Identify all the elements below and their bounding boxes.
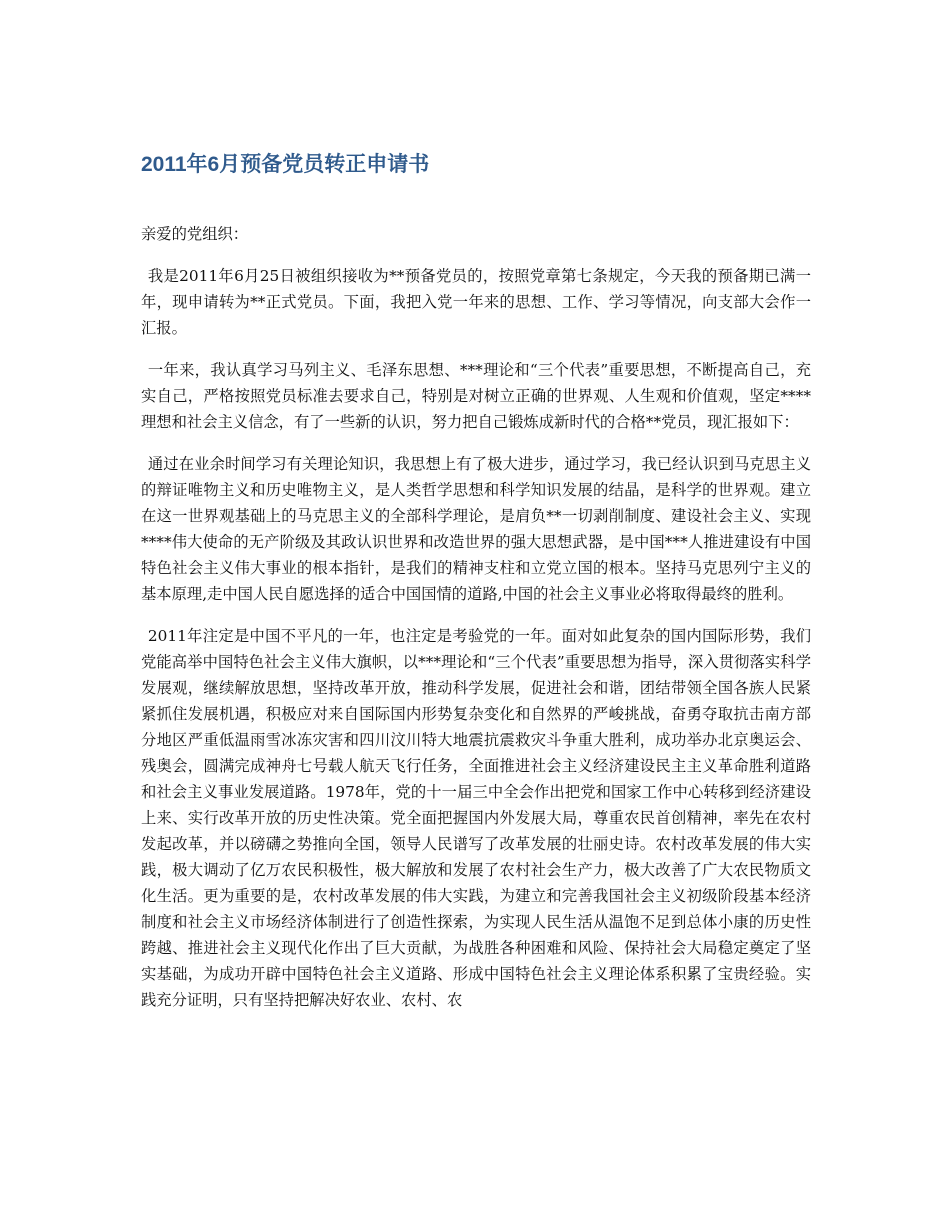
- paragraph-1: 我是2011年6月25日被组织接收为**预备党员的，按照党章第七条规定，今天我的预备期已满一年，现申请转为**正式党员。下面，我把入党一年来的思想、工作、学习等情况，向支部大会作一汇报。: [141, 267, 811, 337]
- document-body: [141, 221, 811, 1029]
- document-title: 2011年6月预备党员转正申请书: [141, 153, 430, 176]
- salutation: 亲爱的党组织：: [141, 225, 249, 243]
- paragraph-4: 2011年注定是中国不平凡的一年，也注定是考验党的一年。面对如此复杂的国内国际形势，我们党能高举中国特色社会主义伟大旗帜，以***理论和“三个代表”重要思想为指导，深入贯彻落实科学发展观，继续解放思想，坚持改革开放，推动科学发展，促进社会和谐，团结带领全国各族人民紧紧抓住发展机遇，积极应对来自国际国内形势复杂变化和自然界的严峻挑战，奋勇夺取抗击南方部分地区严重低温雨雪冰冻灾害和四川汶川特大地震抗震救灾斗争重大胜利，成功举办北京奥运会、残奥会，圆满完成神舟七号载人航天飞行任务，全面推进社会主义经济建设民主主义革命胜利道路和社会主义事业发展道路。1978年，党的十一届三中全会作出把党和国家工作中心转移到经济建设上来、实行改革开放的历史性决策。党全面把握国内外发展大局，尊重农民首创精神，率先在农村发起改革，并以磅礴之势推向全国，领导人民谱写了改革发展的壮丽史诗。农村改革发展的伟大实践，极大调动了亿万农民积极性，极大解放和发展了农村社会生产力，极大改善了广大农民物质文化生活。更为重要的是，农村改革发展的伟大实践，为建立和完善我国社会主义初级阶段基本经济制度和社会主义市场经济体制进行了创造性探索，为实现人民生活从温饱不足到总体小康的历史性跨越、推进社会主义现代化作出了巨大贡献，为战胜各种困难和风险、保持社会大局稳定奠定了坚实基础，为成功开辟中国特色社会主义道路、形成中国特色社会主义理论体系积累了宝贵经验。实践充分证明，只有坚持把解决好农业、农村、农: [141, 627, 811, 1009]
- paragraph-3: 通过在业余时间学习有关理论知识，我思想上有了极大进步，通过学习，我已经认识到马克思主义的辩证唯物主义和历史唯物主义，是人类哲学思想和科学知识发展的结晶，是科学的世界观。建立在这一世界观基础上的马克思主义的全部科学理论，是肩负**一切剥削制度、建设社会主义、实现****伟大使命的无产阶级及其政认识世界和改造世界的强大思想武器，是中国***人推进建设有中国特色社会主义伟大事业的根本指针，是我们的精神支柱和立党立国的根本。坚持马克思列宁主义的基本原理,走中国人民自愿选择的适合中国国情的道路,中国的社会主义事业必将取得最终的胜利。: [141, 455, 811, 603]
- paragraph-2: 一年来，我认真学习马列主义、毛泽东思想、***理论和“三个代表”重要思想，不断提高自己，充实自己，严格按照党员标准去要求自己，特别是对树立正确的世界观、人生观和价值观，坚定****理想和社会主义信念，有了一些新的认识，努力把自己锻炼成新时代的合格**党员，现汇报如下：: [141, 361, 811, 431]
